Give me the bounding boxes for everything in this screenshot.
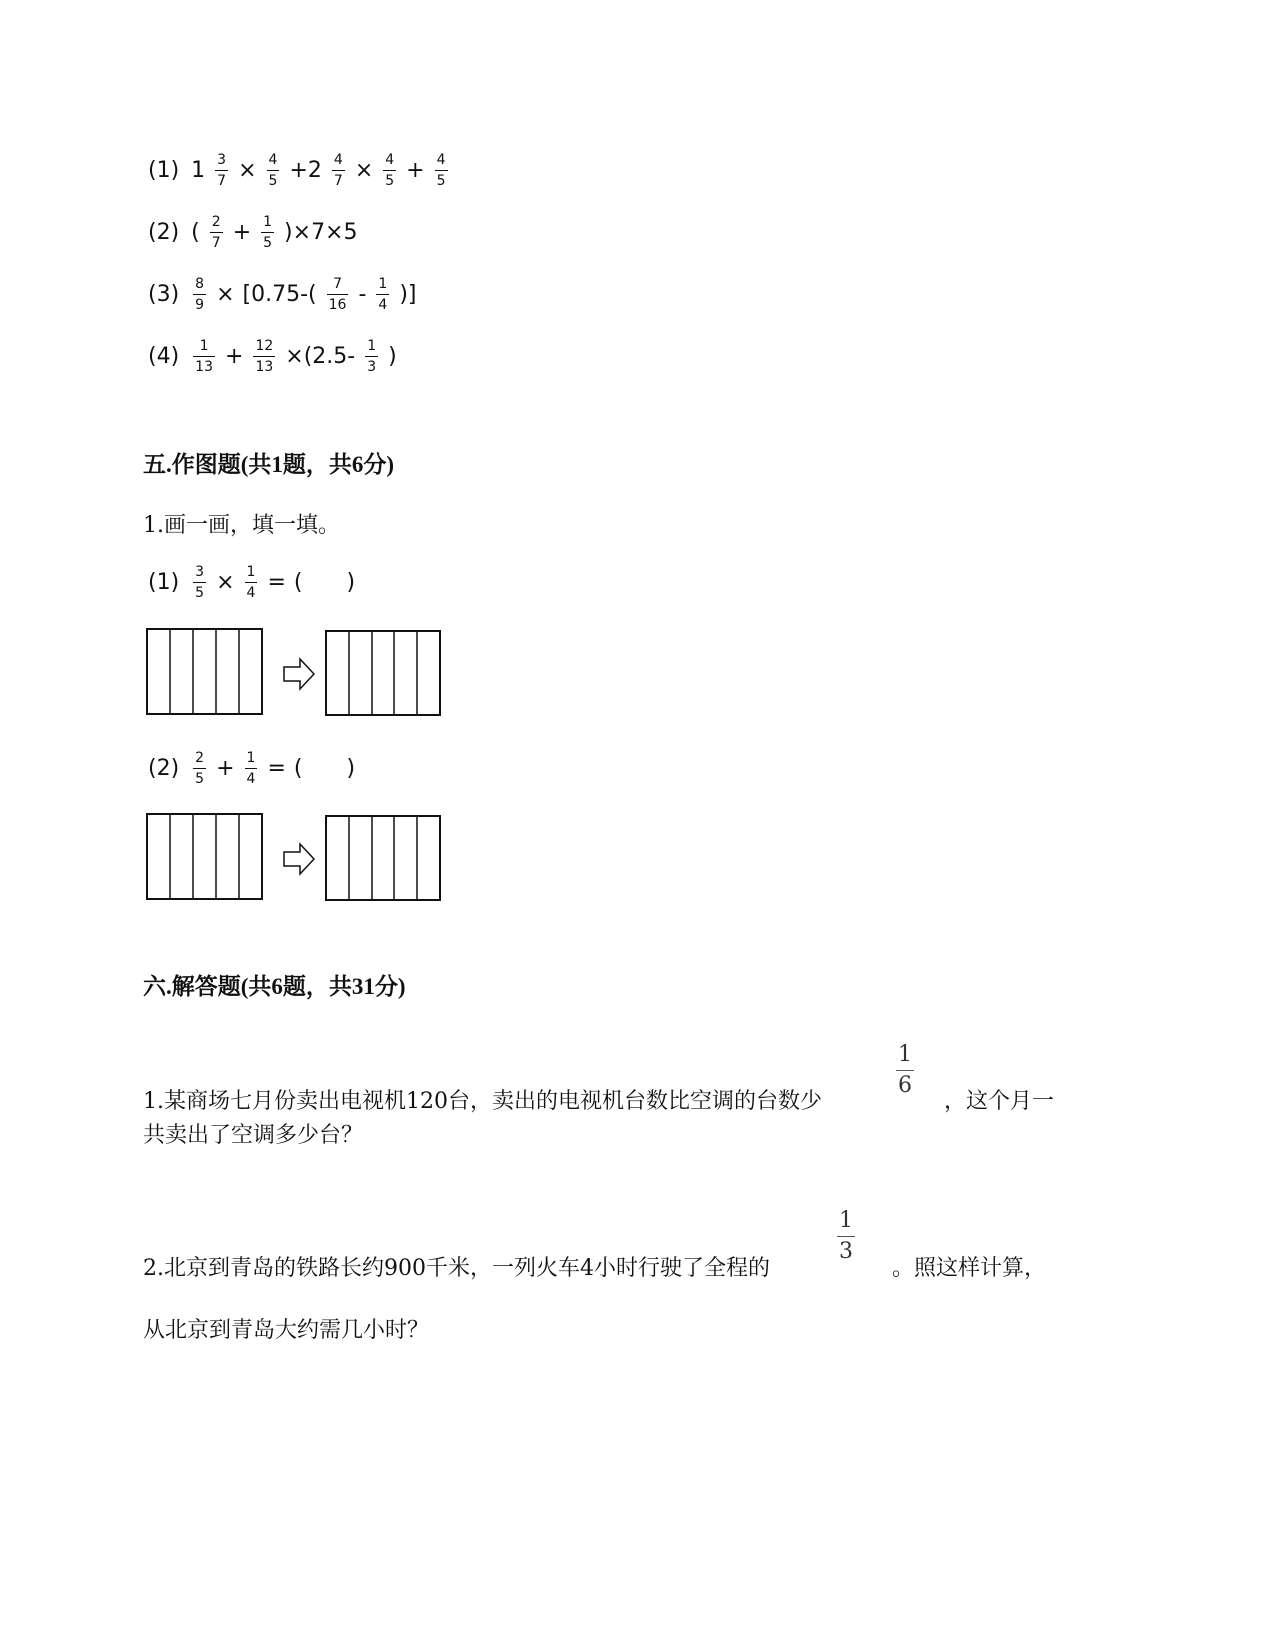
fraction [193,564,206,601]
fraction-bar [215,170,228,171]
draw-part-2 [148,746,359,790]
expr-operator: )×7×5 [284,219,358,245]
fraction [332,152,345,189]
fraction-bar [365,356,378,357]
calc-expr-1 [148,148,454,192]
fraction-numerator: 1 [367,337,377,354]
fraction-denominator: 5 [268,172,278,189]
expr-operator: 1 [191,157,206,183]
fraction-bar [383,170,396,171]
fraction [253,338,275,375]
fraction-denominator: 4 [246,770,256,787]
rect-grid-right [326,816,440,900]
fraction-numerator: 3 [195,563,205,580]
expr-operator: ) [346,755,356,781]
fraction-numerator: 1 [246,563,256,580]
fraction-denominator: 5 [195,770,205,787]
fraction-denominator: 9 [195,296,205,313]
fraction-denominator: 5 [263,234,273,251]
fraction-denominator: 5 [436,172,446,189]
q2-text-line2: 从北京到青岛大约需几小时？ [143,1318,430,1343]
q1-text-after-fraction: ，这个月一 [944,1089,1055,1114]
fraction-denominator: 7 [333,172,343,189]
fraction-diagram-1 [146,627,446,719]
fraction-denominator: 13 [255,358,274,375]
expr-operator: ) [346,569,356,595]
expr-operator: ( [191,219,200,245]
expr-operator: ( [293,569,303,595]
expr-operator: + [216,755,235,781]
q2-text-after-fraction: 。照这样计算， [892,1256,1047,1281]
q2-text-line1: 2.北京到青岛的铁路长约900千米，一列火车4小时行驶了全程的 [143,1256,770,1281]
expr-operator: × [238,157,257,183]
fraction-denominator: 16 [328,296,347,313]
expr-operator: ) [388,343,397,369]
q2-fraction-numerator: 1 [839,1208,853,1233]
expr-operator: - [358,281,367,307]
q1-text-line2: 共卖出了空调多少台？ [143,1123,364,1148]
fraction-numerator: 1 [246,749,256,766]
section6-heading: 六.解答题(共6题，共31分) [143,974,406,999]
fraction-numerator: 4 [268,151,278,168]
fraction [267,152,280,189]
fraction-numerator: 2 [195,749,205,766]
expr-operator: = [267,755,286,781]
fraction [215,152,228,189]
q2-fraction [837,1210,855,1263]
fraction-numerator: 1 [378,275,388,292]
fraction-denominator: 7 [211,234,221,251]
q1-fraction [896,1044,914,1097]
fraction-numerator: 7 [333,275,342,292]
fraction-numerator: 4 [385,151,395,168]
fraction-bar [261,232,274,233]
fraction-numerator: 2 [211,213,221,230]
rect-grid-left [147,814,262,899]
fraction-numerator: 8 [195,275,205,292]
fraction-numerator: 3 [217,151,227,168]
expr-operator: = [267,569,286,595]
expr-operator: + [225,343,244,369]
fraction-bar [376,294,389,295]
fraction-denominator: 13 [195,358,213,375]
item-number-label: (1) [148,157,180,183]
fraction-bar [267,170,280,171]
fraction [245,564,258,601]
draw-part-1 [148,560,359,604]
section5-heading: 五.作图题(共1题，共6分) [143,452,395,477]
expr-operator: × [216,281,235,307]
expr-operator: + [406,157,425,183]
fraction-bar [210,232,223,233]
expr-operator: + [232,219,252,245]
fraction [245,750,258,787]
fraction-bar [327,294,349,295]
item-number-label: (1) [148,569,180,595]
fraction-denominator: 7 [217,172,227,189]
fraction-numerator: 1 [199,337,209,354]
fraction-bar [245,768,258,769]
q1-fraction-denominator: 6 [898,1073,912,1098]
item-number-label: (3) [148,281,180,307]
arrow-right-icon [284,659,314,689]
fraction-numerator: 12 [255,337,274,354]
expr-operator: × [354,157,374,183]
fraction [193,276,206,313]
fraction-bar [245,582,258,583]
fraction-denominator: 3 [367,358,377,375]
fraction-denominator: 5 [195,584,205,601]
fraction [261,214,274,251]
rect-grid-left [147,629,262,714]
calc-expr-3 [148,272,421,316]
fraction [376,276,389,313]
q1-fraction-numerator: 1 [898,1042,912,1067]
fraction-denominator: 4 [246,584,256,601]
item-number-label: (4) [148,343,180,369]
calc-expr-4 [148,334,401,378]
fraction [210,214,223,251]
fraction-denominator: 4 [378,296,388,313]
fraction-numerator: 4 [436,151,446,168]
expr-operator: [0.75-( [242,281,317,307]
item-number-label: (2) [148,755,180,781]
fraction [327,276,349,313]
fraction-bar [193,582,206,583]
expr-operator: ×(2.5- [285,343,356,369]
fraction [193,338,215,375]
q2-fraction-denominator: 3 [839,1239,853,1264]
fraction [435,152,448,189]
arrow-right-icon [284,844,314,874]
expr-operator: × [216,569,235,595]
fraction [383,152,396,189]
fraction-bar [193,356,215,357]
q1-text-line1: 1.某商场七月份卖出电视机120台，卖出的电视机台数比空调的台数少 [143,1089,822,1114]
fraction [193,750,206,787]
section5-question: 1.画一画，填一填。 [143,513,340,538]
calc-expr-2 [148,210,362,254]
fraction-bar [896,1070,914,1071]
expr-operator: ( [293,755,303,781]
item-number-label: (2) [148,219,180,245]
fraction-bar [435,170,448,171]
fraction-diagram-2 [146,812,446,904]
fraction-bar [193,294,206,295]
fraction [365,338,378,375]
expr-operator: +2 [289,157,322,183]
fraction-bar [332,170,345,171]
fraction-bar [193,768,206,769]
fraction-numerator: 1 [263,213,273,230]
fraction-numerator: 4 [333,151,343,168]
fraction-denominator: 5 [385,172,395,189]
expr-operator: )] [399,281,417,307]
fraction-bar [253,356,275,357]
fraction-bar [837,1236,855,1237]
rect-grid-right [326,631,440,715]
